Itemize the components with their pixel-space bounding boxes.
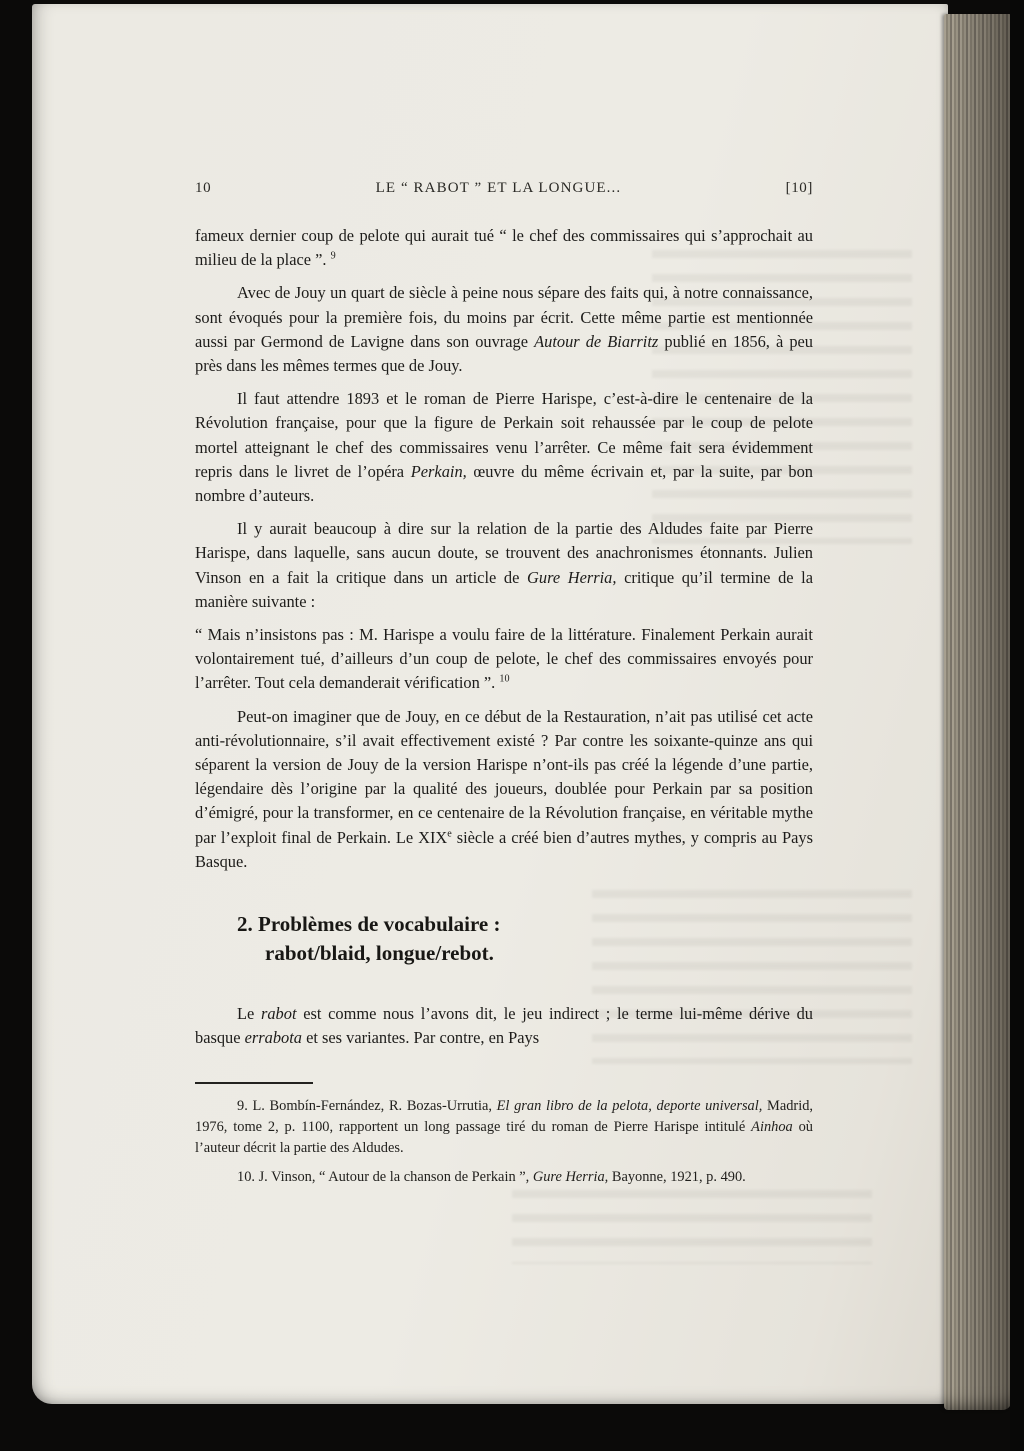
- section-heading-line2: rabot/blaid, longue/rebot.: [265, 941, 494, 966]
- book-fore-edge-pages: [944, 14, 1012, 1410]
- scanned-book-page: [32, 4, 948, 1404]
- text-block: [195, 180, 813, 1196]
- section-heading-line1: 2. Problèmes de vocabulaire :: [237, 912, 501, 937]
- paragraph: Il y aurait beaucoup à dire sur la relation de la partie des Aldudes faite par Pierre Harispe, dans laquelle, sans aucun doute, se trouvent des anachronismes étonnants. Julien Vinson en a fait la critique dans un article de Gure Herria, critique qu’il termine de la manière suivante :: [195, 519, 814, 611]
- scan-background-edge: [1010, 0, 1024, 1451]
- paragraph: Peut-on imaginer que de Jouy, en ce début de la Restauration, n’ait pas utilisé cet acte anti-révolutionnaire, s’il avait effectivement existé ? Par contre les soixante-quinze ans qui séparent la version de Jouy de la version Harispe n’ont-ils pas créé la légende d’une partie, légendaire dès l’origine par la qualité des joueurs, doublée pour Perkain par sa position d’émigré, pour la transformer, en ce centenaire de la Révolution française, en véritable mythe par l’exploit final de Perkain. Le XIXe siècle a créé bien d’autres mythes, y compris au Pays Basque.: [195, 706, 813, 871]
- footnote: 10. J. Vinson, “ Autour de la chanson de Perkain ”, Gure Herria, Bayonne, 1921, p. 490.: [237, 1169, 746, 1186]
- running-head: [195, 180, 813, 197]
- paragraph: “ Mais n’insistons pas : M. Harispe a voulu faire de la littérature. Finalement Perkain aurait volontairement tué, d’ailleurs d’un coup de pelote, le chef des commissaires envoyés pour l’arrêter. Tout cela demanderait vérification ”. $^{10}$: [195, 625, 813, 693]
- running-title: LE “ RABOT ” ET LA LONGUE...: [375, 180, 622, 196]
- bracket-page-number: [10]: [785, 180, 813, 196]
- paragraph: Avec de Jouy un quart de siècle à peine nous sépare des faits qui, à notre connaissance, sont évoqués pour la première fois, du moins par écrit. Cette même partie est mentionnée aussi par Germond de Lavigne dans son ouvrage Autour de Biarritz publié en 1856, à peu près dans les mêmes termes que de Jouy.: [195, 283, 814, 376]
- paragraph: Le rabot est comme nous l’avons dit, le jeu indirect ; le terme lui-même dérive du basque errabota et ses variantes. Par contre, en Pays: [195, 1004, 813, 1048]
- footnote: 9. L. Bombín-Fernández, R. Bozas-Urrutia, El gran libro de la pelota, deporte universal, Madrid, 1976, tome 2, p. 1100, rapportent un long passage tiré du roman de Pierre Harispe intitulé Ainhoa où l’auteur décrit la partie des Aldudes.: [195, 1098, 813, 1157]
- page-number-left: 10: [195, 180, 212, 196]
- section-heading: [237, 910, 813, 968]
- paragraph: Il faut attendre 1893 et le roman de Pierre Harispe, c’est-à-dire le centenaire de la Révolution française, pour que la figure de Perkain soit rehaussée par le coup de pelote mortel atteignant le chef des commissaires venu l’arrêter. Ce même fait sera évidemment repris dans le livret de l’opéra Perkain, œuvre du même écrivain et, par la suite, par bon nombre d’auteurs.: [195, 389, 813, 506]
- footnote-separator-rule: [195, 1082, 313, 1084]
- paragraph: fameux dernier coup de pelote qui aurait tué “ le chef des commissaires qui s’approchait au milieu de la place ”. $^9$: [195, 226, 813, 270]
